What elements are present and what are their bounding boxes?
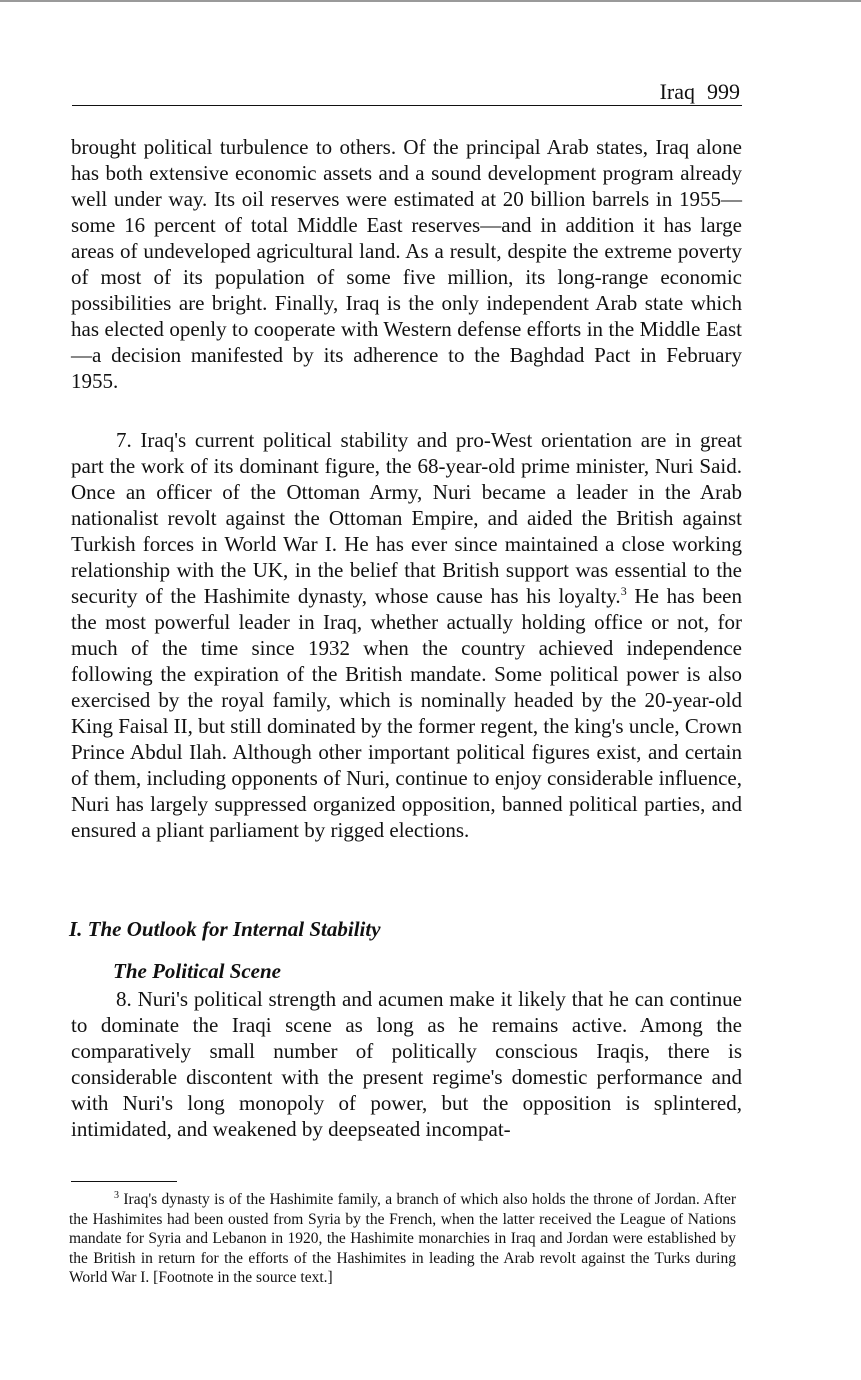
header-title: Iraq: [659, 79, 695, 104]
header-text: [660, 80, 740, 104]
paragraph-7-text-a: 7. Iraq's current political stability and pro-West orientation are in great part the work of its dominant figure, the 68-year-old prime minister, Nuri Said. Once an officer of the Ottoman Army, Nuri became a leader in the Arab nationalist revolt against the Ottoman Empire, and aided the British against Turkish forces in World War I. He has ever since maintained a close working relationship with the UK, in the belief that British support was essential to the security of the Hashimite dynasty, whose cause has his loyalty.: [71, 428, 742, 608]
scan-edge: [0, 0, 861, 2]
footnote-reference: 3: [620, 584, 627, 598]
paragraph-8: 8. Nuri's political strength and acumen make it likely that he can continue to dominate the Iraqi scene as long as he remains active. Among the comparatively small number of politically conscious Iraqis, there is considerable discontent with the present regime's domestic performance and with Nuri's long monopoly of power, but the opposition is splintered, intimidated, and weakened by deepseated incompat-: [71, 987, 742, 1141]
footnote-number: 3: [114, 1190, 119, 1201]
footnote-text: Iraq's dynasty is of the Hashimite family, a branch of which also holds the throne of Jordan. After the Hashimites had been ousted from Syria by the French, when the latter received the League of Nations mandate for Syria and Lebanon in 1920, the Hashimite monarchies in Iraq and Jordan were established by the British in return for the efforts of the Hashimites in leading the Arab revolt against the Turks during World War I. [Footnote in the source text.]: [69, 1191, 736, 1286]
footnote-divider: [71, 1181, 177, 1182]
paragraph-continued: brought political turbulence to others. Of the principal Arab states, Iraq alone has both extensive economic assets and a sound development program already well under way. Its oil reserves were estimated at 20 billion barrels in 1955—some 16 percent of total Middle East reserves—and in addition it has large areas of undeveloped agricultural land. As a result, despite the extreme poverty of most of its population of some five million, its long-range economic possibilities are bright. Finally, Iraq is the only independent Arab state which has elected openly to cooperate with Western defense efforts in the Middle East—a decision manifested by its adherence to the Baghdad Pact in February 1955.: [71, 135, 742, 393]
paragraph-7: [71, 427, 742, 843]
page-number: 999: [707, 79, 740, 104]
section-heading: I. The Outlook for Internal Stability: [69, 917, 381, 941]
running-header: [72, 80, 742, 106]
paragraph-7-text-b: He has been the most powerful leader in Iraq, whether actually holding office or not, for much of the time since 1932 when the country achieved independence following the expiration of the British mandate. Some political power is also exercised by the royal family, which is nominally headed by the 20-year-old King Faisal II, but still dominated by the former regent, the king's uncle, Crown Prince Abdul Ilah. Although other important political figures exist, and certain of them, including opponents of Nuri, continue to enjoy considerable influence, Nuri has largely suppressed organized opposition, banned political parties, and ensured a pliant parliament by rigged elections.: [71, 584, 742, 842]
subsection-heading: The Political Scene: [113, 959, 281, 983]
footnote: [69, 1190, 736, 1288]
